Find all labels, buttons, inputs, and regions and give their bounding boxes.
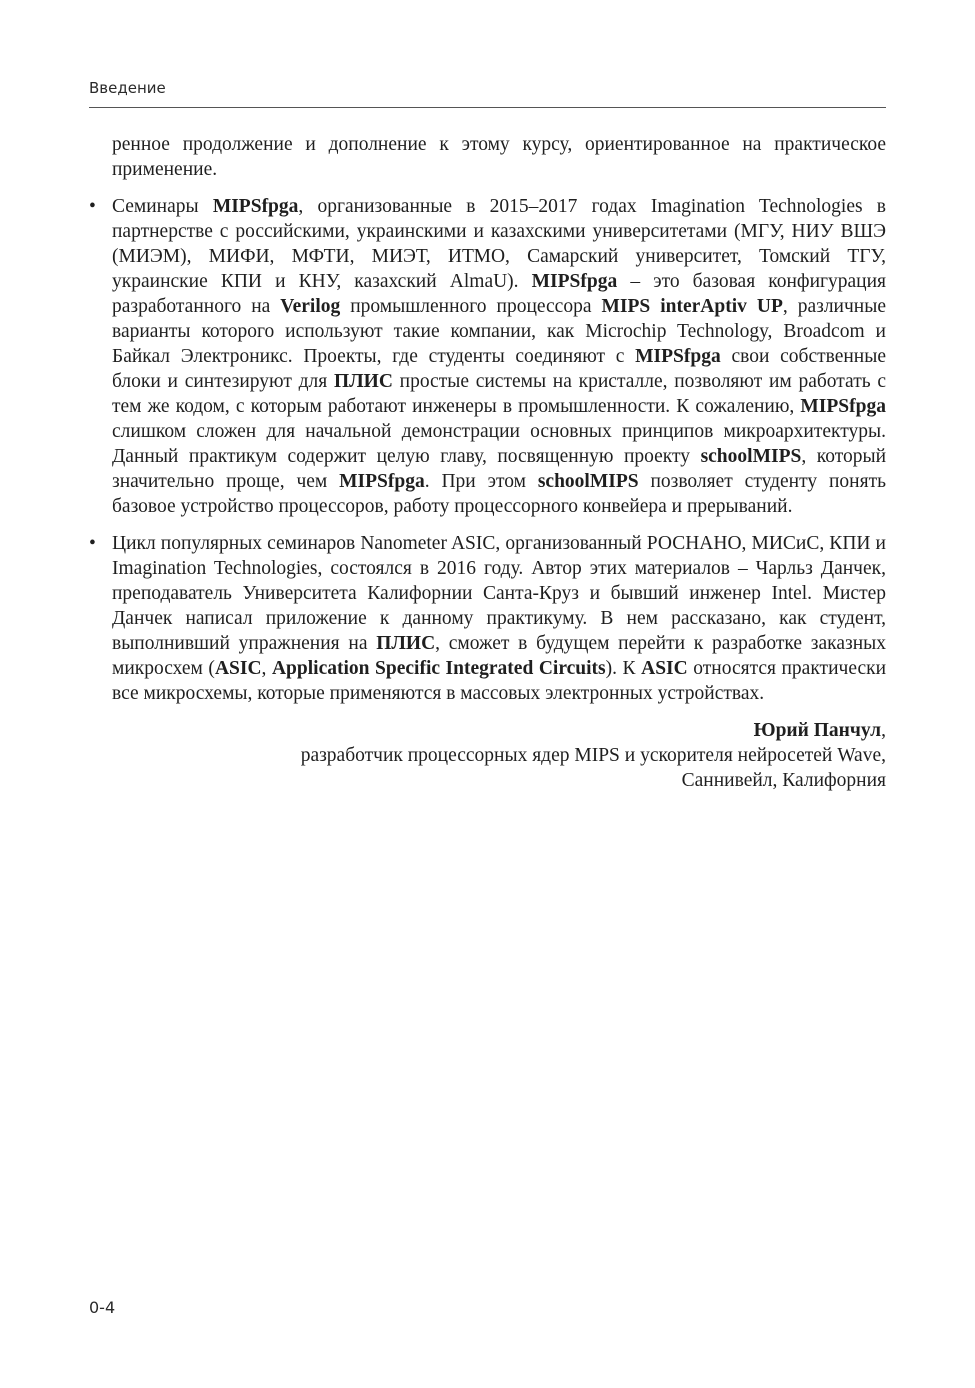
running-head-title: Введение [89,79,166,97]
author-name-suffix: , [881,720,886,741]
term-verilog: Verilog [280,296,341,317]
list-item [89,194,886,519]
term-asic-full: Application Specific Integrated Circuits [271,658,606,679]
term-asic: ASIC [641,658,688,679]
term-mips-interaptiv: MIPS interAptiv UP [601,296,783,317]
text-run: , сможет в будущем перейти к разработке заказных микросхем ( [112,633,886,679]
text-run: относятся практически все микросхемы, которые применяются в массовых электронных устройствах. [112,658,887,704]
list-item [89,531,886,706]
text-run: – это базовая конфигурация разработанного на [112,271,886,317]
bullet-dot: • [89,196,96,217]
term-mipsfpga: MIPSfpga [212,196,299,217]
signature-name-line [89,718,886,743]
term-mipsfpga: MIPSfpga [531,271,618,292]
text-run: , который значительно проще, чем [112,446,887,492]
text-run: Цикл популярных семинаров Nanometer ASIC, организованный РОСНАНО, МИСиС, КПИ и Imagination Technologies, состоялся в 2016 году. Автор этих материалов – Чарльз Данчек, преподаватель Университета Калифорнии Санта-Круз и бывший инженер Intel. Мистер Данчек написал приложение к данному практикуму. В нем рассказано, как студент, выполнивший упражнения на [112,533,886,654]
term-asic: ASIC [214,658,262,679]
bullet-dot: • [89,533,96,554]
page-body [89,132,886,793]
term-mipsfpga: MIPSfpga [635,346,721,367]
text-run: , различные варианты которого используют такие компании, как Microchip Technology, Broadcom и Байкал Электроникс. Проекты, где студенты соединяют с [112,296,886,367]
term-mipsfpga: MIPSfpga [339,471,425,492]
header-rule [89,107,886,108]
text-run: Семинары [112,196,213,217]
term-mipsfpga: MIPSfpga [800,396,886,417]
intro-continuation: ренное продолжение и дополнение к этому курсу, ориентированное на практическое применение. [112,134,886,180]
text-run: позволяет студенту понять базовое устройство процессоров, работу процессорного конвейера и прерываний. [112,471,886,517]
text-run: промышленного процессора [340,296,602,317]
text-run: . При этом [424,471,538,492]
term-plis: ПЛИС [333,371,393,392]
signature-block [89,718,886,793]
text-run: , организованные в 2015–2017 годах Imagination Technologies в партнерстве с российскими, украинскими и казахскими университетами (МГУ, НИУ ВШЭ (МИЭМ), МИФИ, МФТИ, МИЭТ, ИТМО, Самарский университет, Томский ТГУ, украинские КПИ и КНУ, казахский AlmaU). [112,196,886,292]
text-run: ). К [605,658,642,679]
term-schoolmips: schoolMIPS [700,446,802,467]
text-run: , [261,658,272,679]
author-location: Саннивейл, Калифорния [681,770,886,791]
term-plis: ПЛИС [376,633,436,654]
bullet-list [89,194,886,706]
text-run: слишком сложен для начальной демонстрации основных принципов микроархитектуры. Данный практикум содержит целую главу, посвященную проекту [112,421,886,467]
text-run: свои собственные блоки и синтезируют для [112,346,886,392]
term-schoolmips: schoolMIPS [537,471,639,492]
author-role: разработчик процессорных ядер MIPS и ускорителя нейросетей Wave, [300,745,886,766]
page-number: 0-4 [89,1298,116,1317]
author-name: Юрий Панчул [753,720,882,741]
text-run: простые системы на кристалле, позволяют им работать с тем же кодом, с которым работают инженеры в промышленности. К сожалению, [112,371,886,417]
